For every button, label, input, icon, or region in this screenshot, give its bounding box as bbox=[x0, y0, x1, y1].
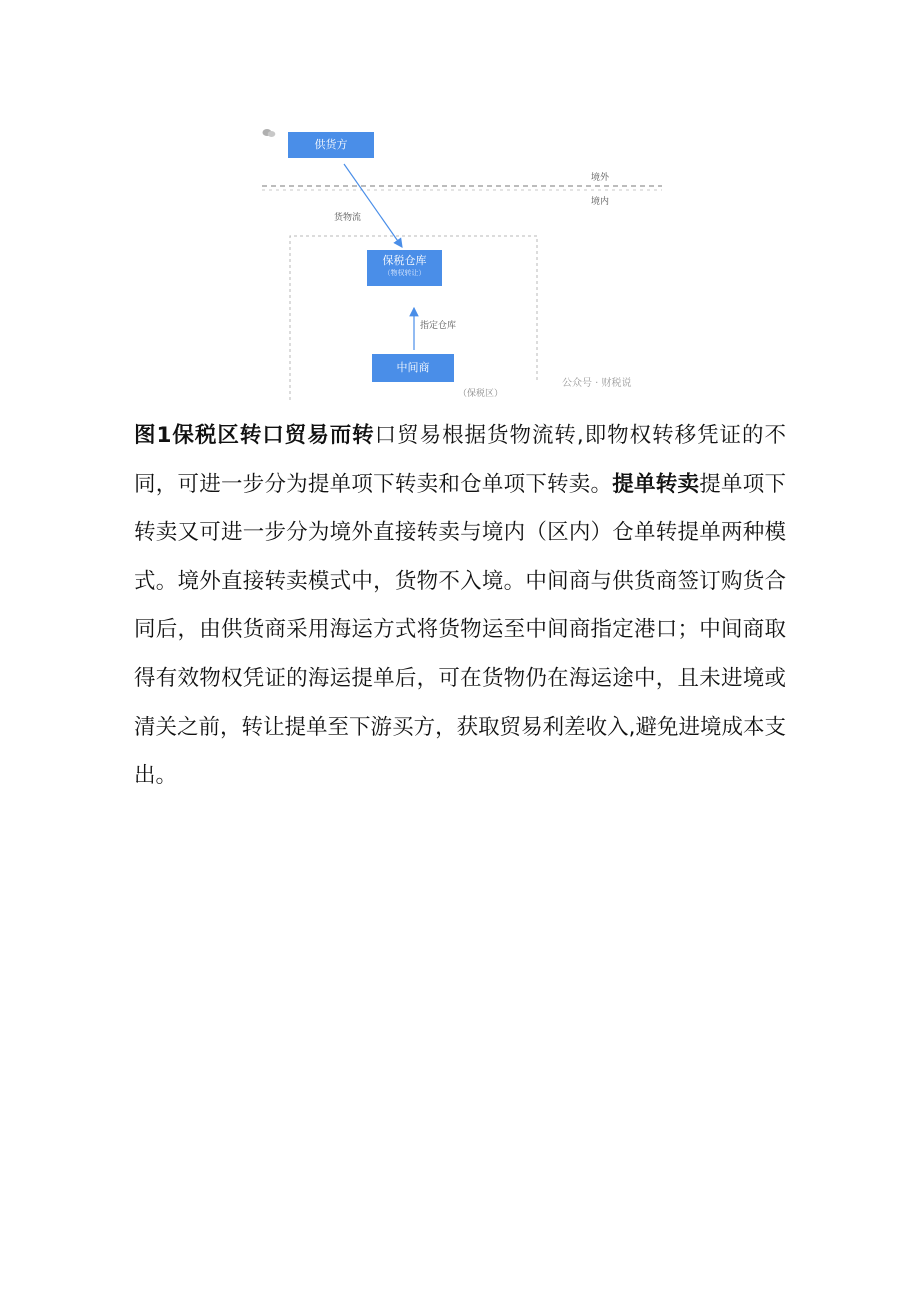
outside-border-label: 境外 bbox=[591, 173, 610, 183]
supplier-label: 供货方 bbox=[314, 138, 348, 151]
paragraph-text-1: 口贸易根据货物流转,即物权转移凭证的不同，可进一步分为提单项下转卖和仓单项下转卖。 bbox=[134, 423, 786, 497]
goods-flow-arrow bbox=[344, 164, 402, 247]
bill-of-lading-resale-heading: 提单转卖 bbox=[612, 471, 700, 497]
body-paragraph bbox=[134, 412, 786, 801]
trade-flow-diagram bbox=[262, 128, 662, 400]
warehouse-sub-label: （物权转让） bbox=[383, 269, 426, 278]
watermark bbox=[546, 374, 632, 389]
watermark-text: 公众号 · 财税说 bbox=[562, 378, 632, 389]
middleman-box bbox=[372, 354, 454, 382]
supplier-box bbox=[288, 132, 374, 158]
bonded-warehouse-box bbox=[367, 250, 442, 286]
designated-warehouse-label: 指定仓库 bbox=[420, 321, 457, 331]
caption-bold-lead: 图1保税区转口贸易而转 bbox=[134, 423, 375, 448]
diagram-lines bbox=[262, 128, 662, 400]
goods-flow-label: 货物流 bbox=[334, 213, 362, 223]
wechat-icon bbox=[262, 128, 276, 138]
bonded-zone-label: （保税区） bbox=[458, 389, 504, 399]
warehouse-label: 保税仓库 bbox=[382, 254, 427, 267]
paragraph-text-2: 提单项下转卖又可进一步分为境外直接转卖与境内（区内）仓单转提单两种模式。境外直接转卖模式中，货物不入境。中间商与供货商签订购货合同后，由供货商采用海运方式将货物运至中间商指定港口；中间商取得有效物权凭证的海运提单后，可在货物仍在海运途中，且未进境或清关之前，转让提单至下游买方，获取贸易利差收入,避免进境成本支出。 bbox=[134, 471, 786, 789]
inside-border-label: 境内 bbox=[591, 197, 610, 207]
middleman-label: 中间商 bbox=[396, 361, 430, 374]
